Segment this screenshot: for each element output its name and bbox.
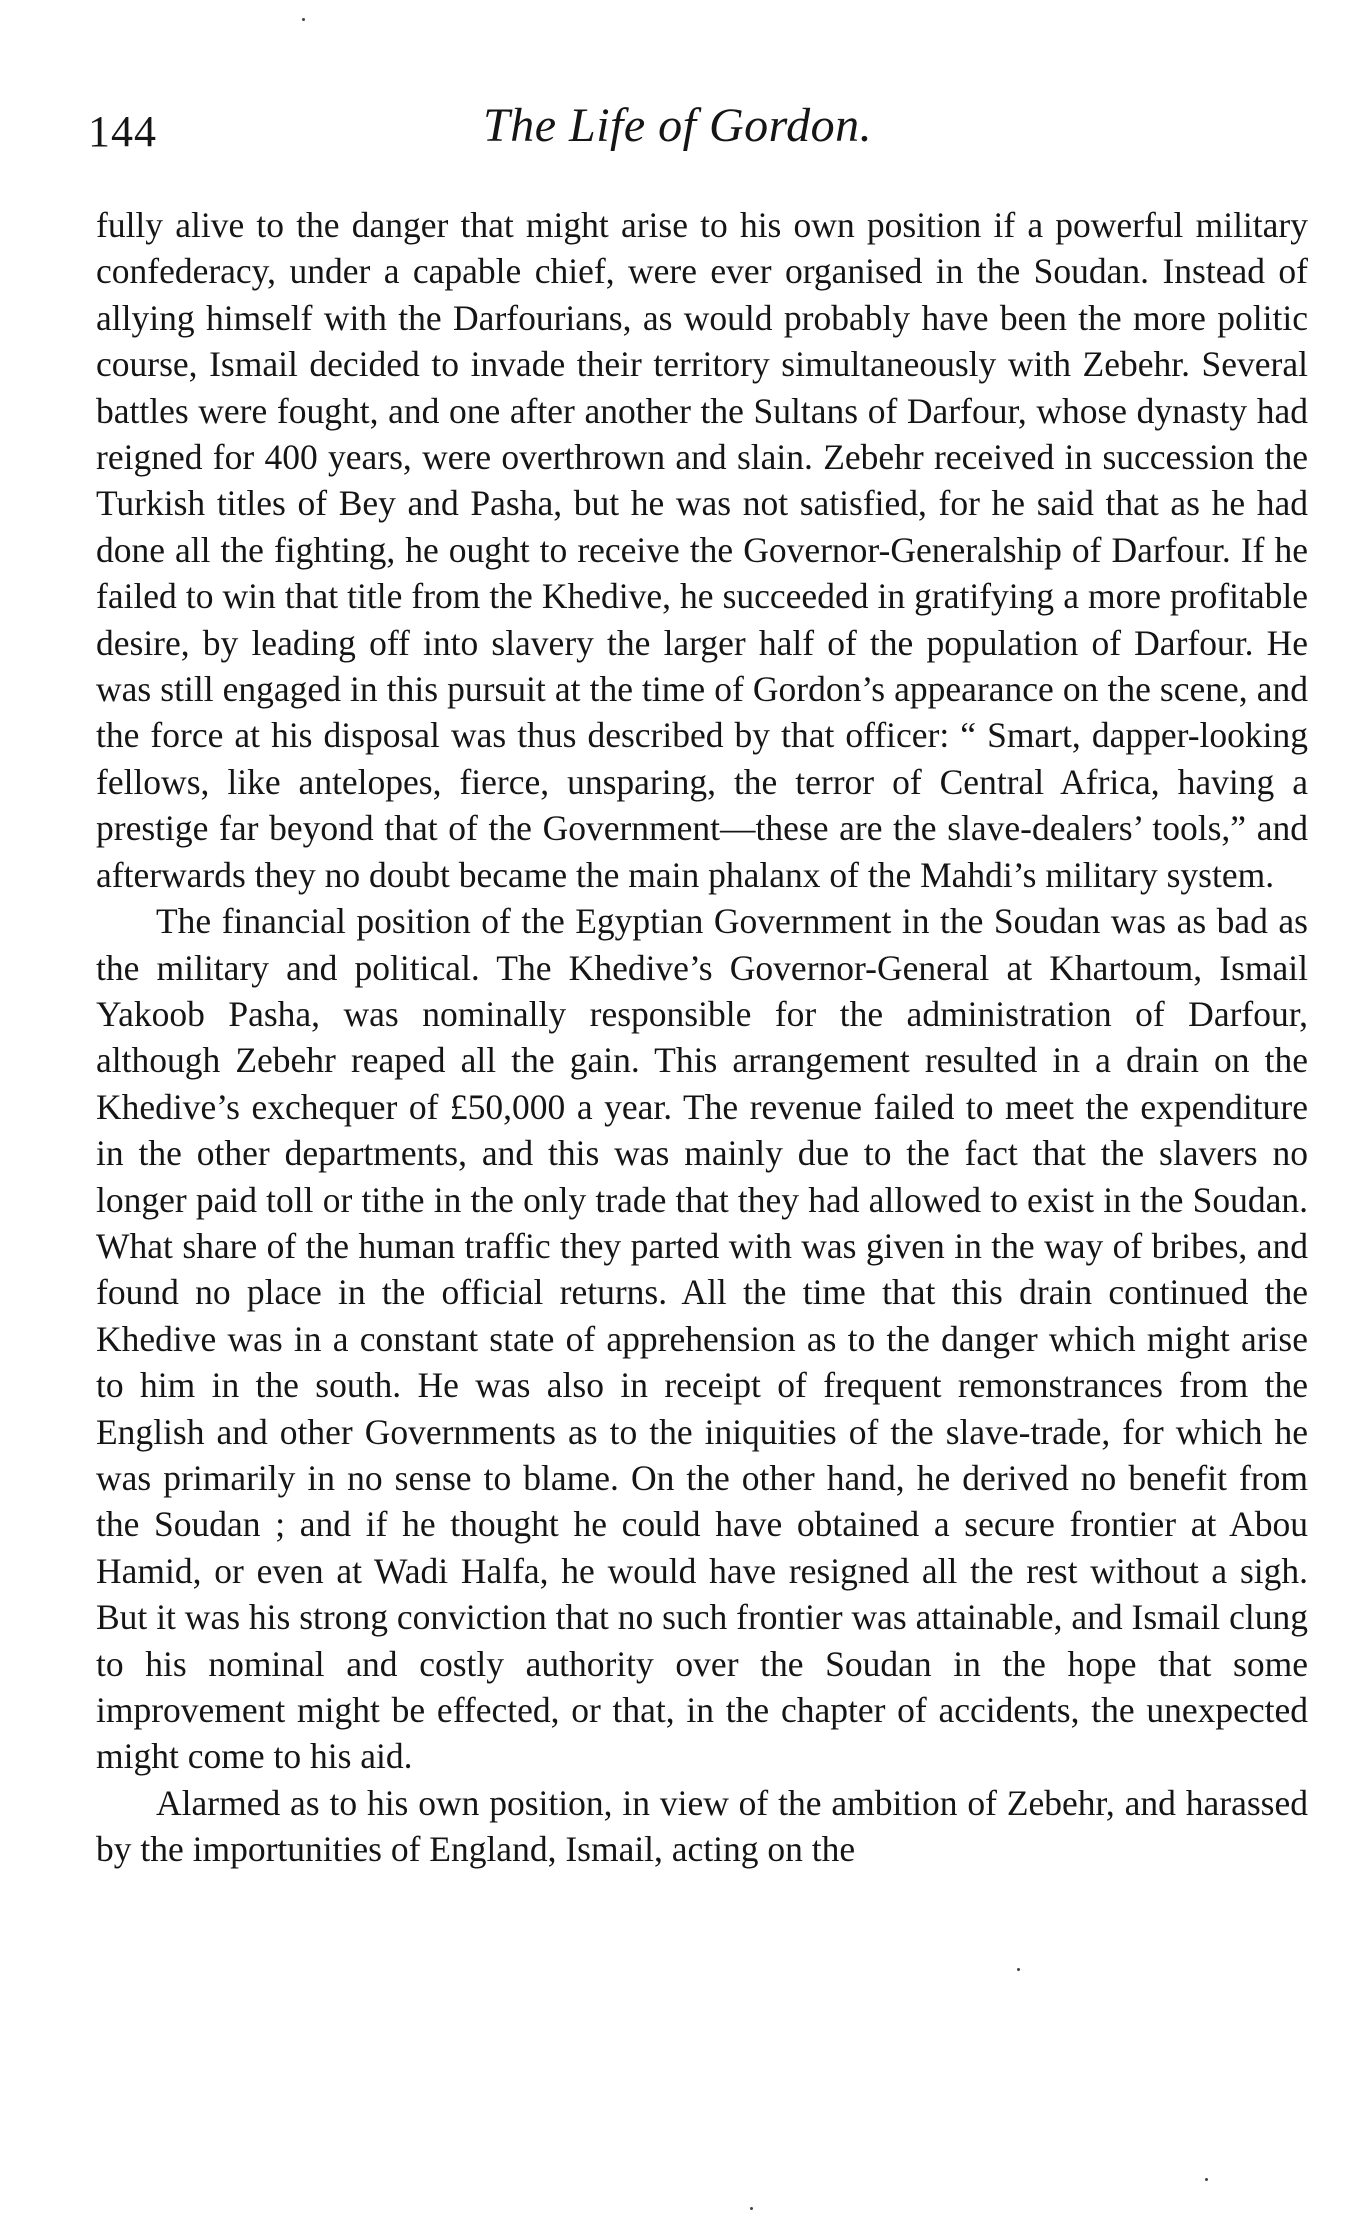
body-text: [96, 202, 1308, 1873]
running-head: [88, 98, 1318, 178]
paragraph: The financial position of the Egyptian Government in the Soudan was as bad as the military and political. The Khedive’s Governor-General at Khartoum, Ismail Yakoob Pasha, was nominally responsible for the administration of Darfour, although Zebehr reaped all the gain. This arrangement resulted in a drain on the Khedive’s exchequer of £50,000 a year. The revenue failed to meet the expenditure in the other departments, and this was mainly due to the fact that the slavers no longer paid toll or tithe in the only trade that they had allowed to exist in the Soudan. What share of the human traffic they parted with was given in the way of bribes, and found no place in the official returns. All the time that this drain continued the Khedive was in a constant state of apprehension as to the danger which might arise to him in the south. He was also in receipt of frequent remonstrances from the English and other Governments as to the iniquities of the slave-trade, for which he was primarily in no sense to blame. On the other hand, he derived no benefit from the Soudan ; and if he thought he could have obtained a secure frontier at Abou Hamid, or even at Wadi Halfa, he would have resigned all the rest without a sigh. But it was his strong conviction that no such frontier was attainable, and Ismail clung to his nominal and costly authority over the Soudan in the hope that some improvement might be effected, or that, in the chapter of accidents, the unexpected might come to his aid.: [96, 901, 1308, 1777]
print-speck: [750, 2207, 753, 2210]
paragraph: fully alive to the danger that might arise to his own position if a powerful military confederacy, under a capable chief, were ever organised in the Soudan. Instead of allying himself with the Darfourians, as would probably have been the more politic course, Ismail decided to invade their territory simultaneously with Zebehr. Several battles were fought, and one after another the Sultans of Darfour, whose dynasty had reigned for 400 years, were overthrown and slain. Zebehr received in succession the Turkish titles of Bey and Pasha, but he was not satisfied, for he said that as he had done all the fighting, he ought to receive the Governor-Generalship of Darfour. If he failed to win that title from the Khedive, he succeeded in gratifying a more profitable desire, by leading off into slavery the larger half of the population of Darfour. He was still engaged in this pursuit at the time of Gordon’s appearance on the scene, and the force at his disposal was thus described by that officer: “ Smart, dapper-looking fellows, like antelopes, fierce, unsparing, the terror of Central Africa, having a prestige far beyond that of the Government—these are the slave-dealers’ tools,” and afterwards they no doubt became the main phalanx of the Mahdi’s military system.: [96, 205, 1308, 895]
print-speck: [302, 18, 305, 21]
print-speck: [1017, 1968, 1020, 1971]
running-title: The Life of Gordon.: [483, 99, 873, 152]
print-speck: [1205, 2178, 1208, 2181]
paragraph: Alarmed as to his own position, in view of the ambition of Zebehr, and harassed by the importunities of England, Ismail, acting on the: [96, 1782, 1308, 1870]
page-number: 144: [88, 107, 157, 156]
